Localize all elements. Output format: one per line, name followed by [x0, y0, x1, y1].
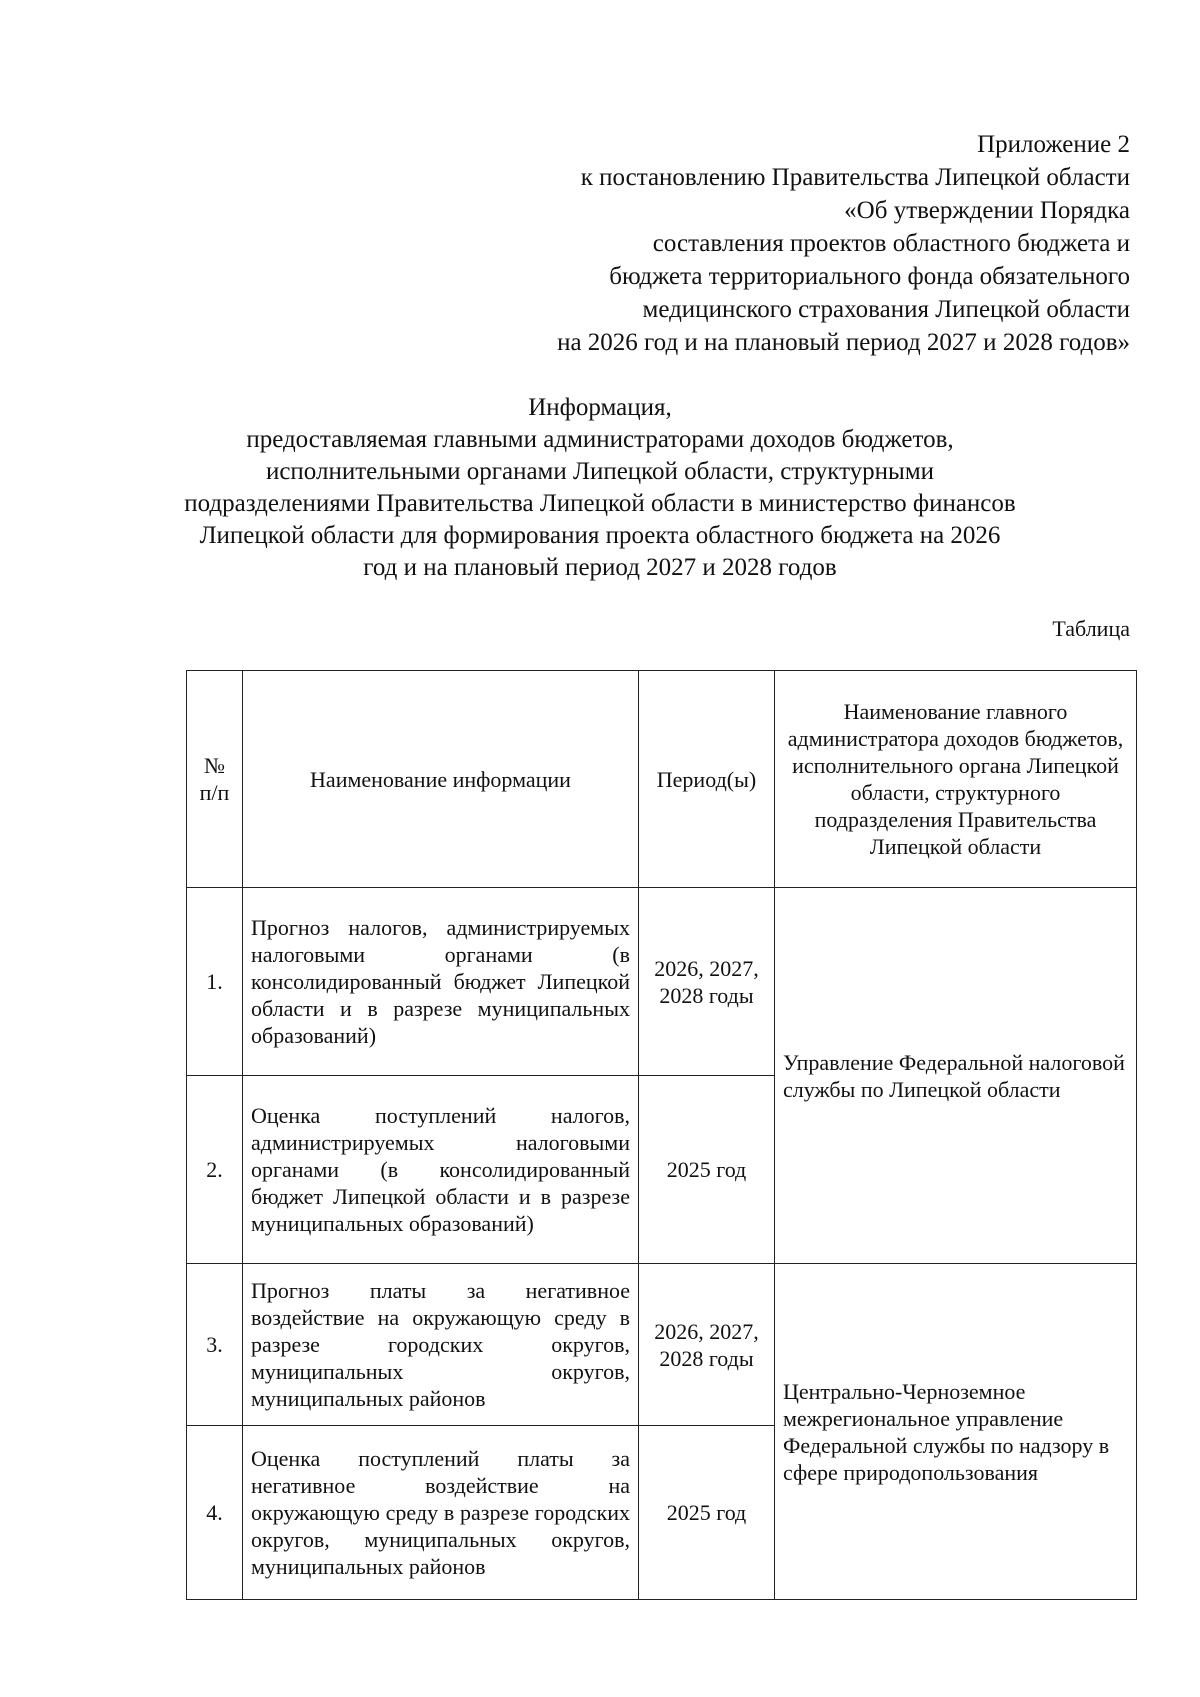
header-info-name: Наименование информации [243, 671, 639, 888]
row-info-name: Оценка поступлений платы за негативное воздействие на окружающую среду в разрезе городских округов, муниципальных округов, муниципальных районов [243, 1426, 639, 1600]
row-administrator: Управление Федеральной налоговой службы по Липецкой области [775, 888, 1137, 1264]
appendix-line: Приложение 2 [977, 131, 1130, 158]
appendix-line: составления проектов областного бюджета и [652, 230, 1130, 257]
table-header-row [187, 671, 1137, 888]
document-title [150, 392, 1050, 584]
row-number: 2. [187, 1076, 243, 1264]
title-line: год и на плановый период 2027 и 2028 годов [363, 554, 837, 581]
title-line: исполнительными органами Липецкой области, структурными [265, 458, 935, 485]
row-info-name: Прогноз налогов, администрируемых налоговыми органами (в консолидированный бюджет Липецкой области и в разрезе муниципальных образований) [243, 888, 639, 1076]
header-number: № п/п [187, 671, 243, 888]
appendix-line: медицинского страхования Липецкой области [642, 296, 1130, 323]
title-line: предоставляемая главными администраторами доходов бюджетов, [246, 426, 954, 453]
row-number: 1. [187, 888, 243, 1076]
table-row [187, 888, 1137, 1076]
row-info-name: Прогноз платы за негативное воздействие на окружающую среду в разрезе городских округов, муниципальных округов, муниципальных районов [243, 1264, 639, 1426]
title-line: Липецкой области для формирования проекта областного бюджета на 2026 [199, 522, 1001, 549]
row-number: 4. [187, 1426, 243, 1600]
row-info-name: Оценка поступлений налогов, администрируемых налоговыми органами (в консолидированный бюджет Липецкой области и в разрезе муниципальных образований) [243, 1076, 639, 1264]
row-period: 2026, 2027, 2028 годы [639, 1264, 775, 1426]
appendix-line: «Об утверждении Порядка [844, 197, 1130, 224]
appendix-reference [370, 128, 1130, 359]
title-line: Информация, [528, 394, 672, 421]
title-line: подразделениями Правительства Липецкой области в министерство финансов [184, 490, 1016, 517]
row-period: 2026, 2027, 2028 годы [639, 888, 775, 1076]
appendix-line: к постановлению Правительства Липецкой области [580, 164, 1130, 191]
row-administrator: Центрально-Черноземное межрегиональное управление Федеральной службы по надзору в сфере природопользования [775, 1264, 1137, 1600]
row-period: 2025 год [639, 1076, 775, 1264]
row-number: 3. [187, 1264, 243, 1426]
header-period: Период(ы) [639, 671, 775, 888]
information-table [186, 670, 1137, 1600]
table-row [187, 1264, 1137, 1426]
appendix-line: на 2026 год и на плановый период 2027 и 2028 годов» [557, 329, 1130, 356]
appendix-line: бюджета территориального фонда обязательного [609, 263, 1130, 290]
header-administrator: Наименование главного администратора доходов бюджетов, исполнительного органа Липецкой области, структурного подразделения Правительства Липецкой области [775, 671, 1137, 888]
table-label: Таблица [1052, 616, 1130, 641]
row-period: 2025 год [639, 1426, 775, 1600]
